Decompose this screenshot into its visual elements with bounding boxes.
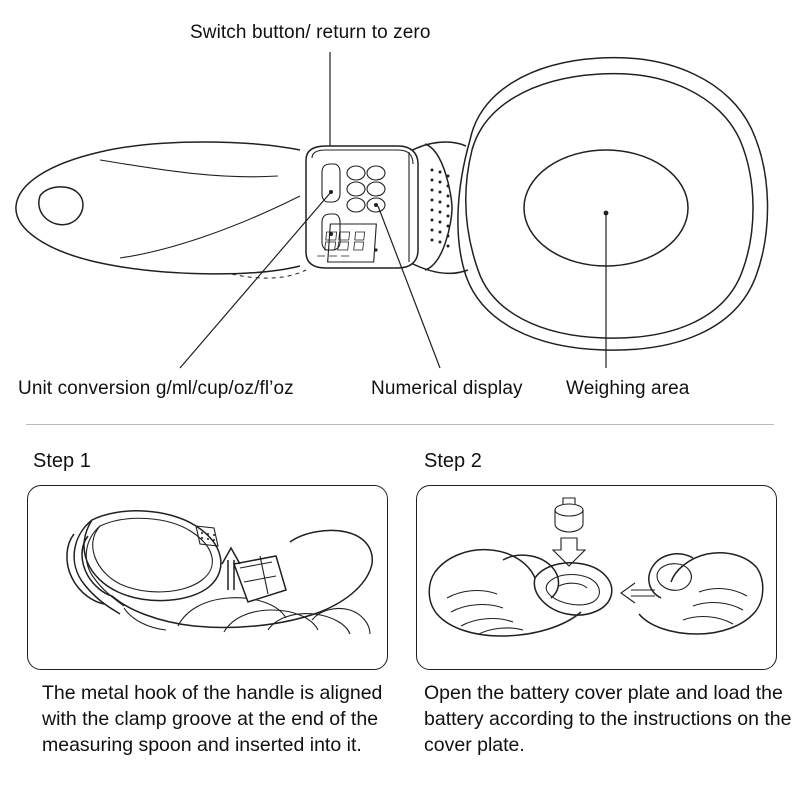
callout-label-numerical-display: Numerical display [371, 378, 523, 399]
grip-texture [431, 169, 450, 248]
step-2-svg [417, 486, 776, 669]
callout-label-weighing-area: Weighing area [566, 378, 690, 399]
control-head [306, 146, 418, 268]
step-2-illustration [416, 485, 777, 670]
step-1-illustration [27, 485, 388, 670]
step-1-svg [28, 486, 387, 669]
step-2-title: Step 2 [424, 450, 482, 472]
hand-illustration [67, 530, 372, 634]
battery-cover-plate [534, 563, 611, 615]
right-hand-illustration [639, 553, 763, 634]
step-1-title: Step 1 [33, 450, 91, 472]
measuring-spoon-outline [74, 511, 221, 614]
weighing-bowl [458, 58, 768, 351]
left-hand-illustration [429, 550, 581, 636]
section-divider [26, 424, 774, 425]
battery-insert-icon [553, 498, 585, 566]
handle-body [16, 142, 300, 274]
callout-label-unit-conversion: Unit conversion g/ml/cup/oz/fl’oz [18, 378, 294, 399]
step-2-caption: Open the battery cover plate and load the battery according to the instructions on the cover plate. [424, 682, 792, 756]
step-1-caption: The metal hook of the handle is aligned with the clamp groove at the end of the measuring spoon and inserted into it. [42, 682, 383, 756]
scale-head-in-hand [234, 556, 286, 602]
callout-label-switch-button: Switch button/ return to zero [190, 22, 431, 43]
